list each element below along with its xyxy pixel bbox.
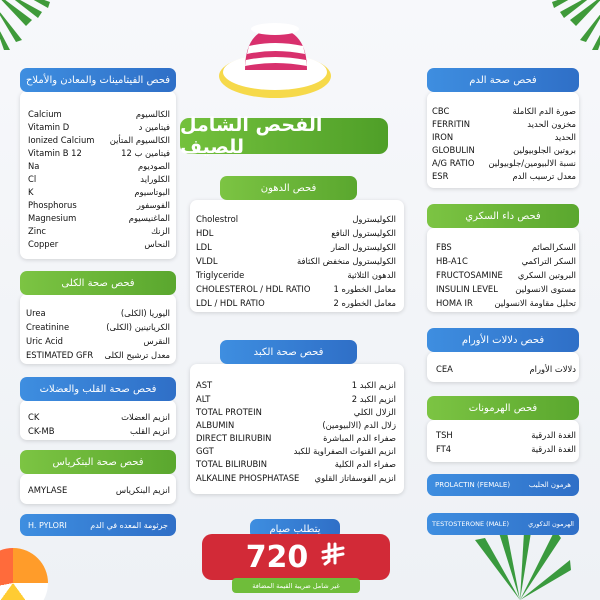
list-item: HOMA IR تحليل مقاومة الانسولين (436, 297, 576, 308)
list-item: GLOBULIN بروتين الجلوبيولين (432, 144, 576, 155)
list-item: ALBUMIN زلال الدم (الالبيومين) (196, 419, 396, 430)
diabetes-header: فحص داء السكري (427, 204, 579, 228)
list-item: FRUCTOSAMINE البروتين السكري (436, 269, 576, 280)
list-item: FT4 الغدة الدرقية (436, 443, 576, 454)
list-item: GGT انزيم القنوات الصفراوية للكبد (196, 445, 396, 456)
list-item: Ionized Calcium الكالسيوم المتأين (28, 134, 170, 145)
list-item: DIRECT BILIRUBIN صفراء الدم المباشرة (196, 432, 396, 443)
list-item: ALT انزيم الكبد 2 (196, 393, 396, 404)
list-item: Phosphorus الفوسفور (28, 199, 170, 210)
list-item: CK-MB انزيم القلب (28, 425, 170, 436)
list-item: FERRITIN مخزون الحديد (432, 118, 576, 129)
list-item: A/G RATIO نسبة الالبيومين/جلوبيولين (432, 157, 576, 168)
summer-hat-icon (215, 12, 335, 104)
beach-ball-icon (0, 548, 48, 600)
lipids-header: فحص الدهون (220, 176, 357, 200)
list-item: LDL الكوليسترول الضار (196, 241, 396, 252)
vat-note: غير شامل ضريبة القيمة المضافة (232, 578, 360, 593)
list-item: Urea اليوريا (الكلى) (26, 307, 170, 318)
tumor-header: فحص دلالات الأورام (427, 328, 579, 352)
list-item: HB-A1C السكر التراكمي (436, 255, 576, 266)
prolactin-pill (427, 474, 579, 496)
fasting-badge: يتطلب صيام (250, 519, 340, 539)
testosterone-en: TESTOSTERONE (MALE) (432, 520, 510, 528)
hormones-card (427, 420, 579, 462)
list-item: Vitamin B 12 فيتامين ب 12 (28, 147, 170, 158)
pylori-ar: جرثومة المعده في الدم (90, 520, 168, 530)
list-item: Zinc الزنك (28, 225, 170, 236)
list-item: CHOLESTEROL / HDL RATIO معامل الخطوره 1 (196, 283, 396, 294)
list-item: CBC صورة الدم الكاملة (432, 105, 576, 116)
prolactin-en: PROLACTIN (FEMALE) (435, 481, 511, 489)
riyal-currency-icon (320, 541, 346, 573)
list-item: Copper النحاس (28, 238, 170, 249)
testosterone-ar: الهرمون الذكوري (528, 520, 574, 528)
kidney-header: فحص صحة الكلى (20, 271, 176, 295)
list-item: Cl الكلورايد (28, 173, 170, 184)
blood-header: فحص صحة الدم (427, 68, 579, 92)
prolactin-ar: هرمون الحليب (528, 481, 571, 489)
list-item: Magnesium الماغنيسيوم (28, 212, 170, 223)
list-item: HDL الكوليسترول النافع (196, 227, 396, 238)
palm-leaf-icon (0, 0, 62, 60)
list-item: ALKALINE PHOSPHATASE انزيم الفوسفاتاز القلوي (196, 472, 396, 483)
heart-header: فحص صحة القلب والعضلات (20, 377, 176, 401)
list-item: CK انزيم العضلات (28, 411, 170, 422)
list-item: INSULIN LEVEL مستوى الانسولين (436, 283, 576, 294)
price-value: 720 (245, 539, 309, 575)
list-item: AST انزيم الكبد 1 (196, 379, 396, 390)
hormones-header: فحص الهرمونات (427, 396, 579, 420)
list-item: Uric Acid النقرس (26, 335, 170, 346)
list-item: Na الصوديوم (28, 160, 170, 171)
page-title: الفحص الشامل للصيف (180, 118, 388, 154)
list-item: VLDL الكوليسترول منخفض الكثافة (196, 255, 396, 266)
testosterone-pill (427, 513, 579, 535)
list-item: ESR معدل ترسيب الدم (432, 170, 576, 181)
list-item: LDL / HDL RATIO معامل الخطوره 2 (196, 297, 396, 308)
list-item: Triglyceride الدهون الثلاثية (196, 269, 396, 280)
list-item: Creatinine الكرياتينين (الكلى) (26, 321, 170, 332)
list-item: Vitamin D فيتامين د (28, 121, 170, 132)
list-item: TOTAL PROTEIN الزلال الكلي (196, 406, 396, 417)
list-item: TOTAL BILIRUBIN صفراء الدم الكلية (196, 458, 396, 469)
pylori-pill (20, 514, 176, 536)
list-item: Cholestrol الكوليسترول (196, 213, 396, 224)
list-item: ESTIMATED GFR معدل ترشيح الكلى (26, 349, 170, 360)
liver-header: فحص صحة الكبد (220, 340, 357, 364)
list-item: FBS السكرالصائم (436, 241, 576, 252)
list-item: K البوتاسيوم (28, 186, 170, 197)
list-item: TSH الغدة الدرقية (436, 429, 576, 440)
vitamins-header: فحص الفيتامينات والمعادن والأملاح (20, 68, 176, 92)
palm-leaf-icon (540, 0, 600, 60)
list-item: Calcium الكالسيوم (28, 108, 170, 119)
list-item: AMYLASE انزيم البنكرياس (28, 484, 170, 495)
pylori-en: H. PYLORI (28, 520, 67, 530)
pancreas-header: فحص صحة البنكرياس (20, 450, 176, 474)
price-box (202, 534, 390, 580)
list-item: CEA دلالات الأورام (436, 363, 576, 374)
list-item: IRON الحديد (432, 131, 576, 142)
